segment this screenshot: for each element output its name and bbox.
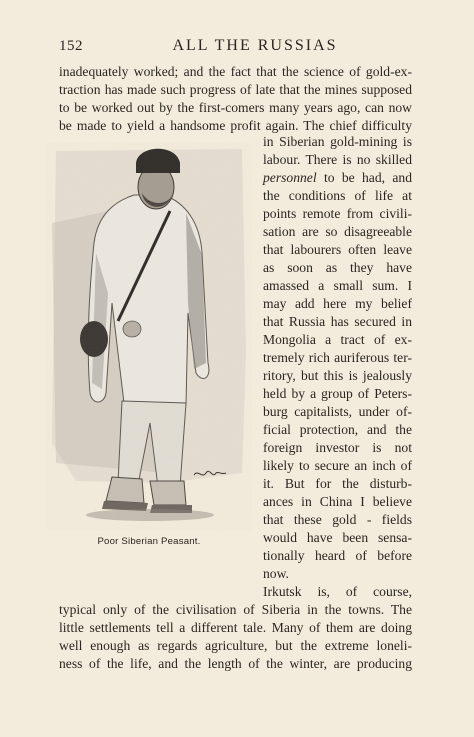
body-line: typical only of the civilisation of Siberia in the towns. The bbox=[59, 602, 412, 617]
body-line: ness of the life, and the length of the winter, are producing bbox=[59, 656, 412, 671]
body-line: Mongolia a tract of ex- bbox=[263, 332, 412, 347]
body-line: points remote from civili- bbox=[263, 206, 412, 221]
body-line: it. But for the disturb- bbox=[263, 476, 412, 491]
body-line: to be worked out by the first-comers many years ago, can now bbox=[59, 100, 412, 115]
body-line: ances in China I believe bbox=[263, 494, 412, 509]
body-line: that labourers often leave bbox=[263, 242, 412, 257]
body-line: little settlements tell a different tale. Many of them are doing bbox=[59, 620, 412, 635]
running-title: ALL THE RUSSIAS bbox=[172, 37, 338, 54]
body-line: likely to secure an inch of bbox=[263, 458, 412, 473]
body-line: as soon as they have bbox=[263, 260, 412, 275]
body-line: that these gold - fields bbox=[263, 512, 412, 527]
body-line: tionally heard of before bbox=[263, 548, 412, 563]
body-line: the conditions of life at bbox=[263, 188, 412, 203]
body-line: inadequately worked; and the fact that the science of gold-ex- bbox=[59, 64, 412, 79]
body-line-rest: to be had, and bbox=[316, 170, 412, 185]
italic-word: personnel bbox=[263, 170, 317, 185]
body-line: be made to yield a handsome profit again. The chief difficulty bbox=[59, 118, 412, 133]
body-line: traction has made such progress of late that the mines supposed bbox=[59, 82, 412, 97]
body-line: labour. There is no skilled bbox=[263, 152, 412, 167]
body-line: may add here my belief bbox=[263, 296, 412, 311]
body-line: in Siberian gold-mining is bbox=[263, 134, 412, 149]
body-line: held by a group of Peters- bbox=[263, 386, 412, 401]
body-line: ritory, but this is jealously bbox=[263, 368, 412, 383]
body-line: well enough as regards agriculture, but the extreme loneli- bbox=[59, 638, 412, 653]
body-line: ficial protection, and the bbox=[263, 422, 412, 437]
body-line: foreign investor is not bbox=[263, 440, 412, 455]
body-line: would have been sensa- bbox=[263, 530, 412, 545]
body-line: sation are so disagreeable bbox=[263, 224, 412, 239]
figure-caption: Poor Siberian Peasant. bbox=[97, 536, 201, 547]
body-line: amassed a small sum. I bbox=[263, 278, 412, 293]
peasant-illustration bbox=[46, 143, 252, 531]
body-line: now. bbox=[263, 566, 289, 581]
body-line: tremely rich auriferous ter- bbox=[263, 350, 412, 365]
body-line: Irkutsk is, of course, bbox=[263, 584, 412, 599]
page-number: 152 bbox=[59, 38, 83, 54]
body-line-italic bbox=[263, 169, 412, 187]
body-line: burg capitalists, under of- bbox=[263, 404, 412, 419]
body-line: that Russia has secured in bbox=[263, 314, 412, 329]
